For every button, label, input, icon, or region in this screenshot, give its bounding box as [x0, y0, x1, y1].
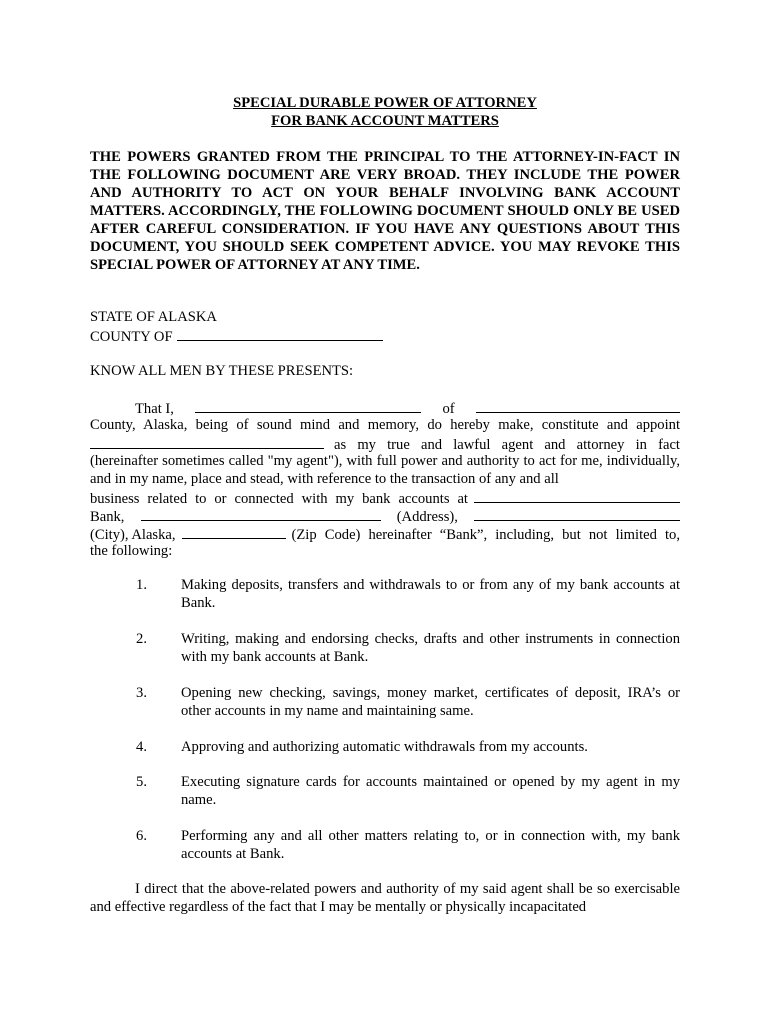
list-item-number: 1. [136, 577, 147, 593]
principal-name-blank[interactable] [195, 398, 421, 413]
list-item-number: 4. [136, 739, 147, 755]
county-label: COUNTY OF [90, 329, 173, 345]
city-blank[interactable] [474, 506, 680, 521]
following-line: the following: [90, 543, 173, 559]
agent-text: as my true and lawful agent and attorney in fact [334, 437, 680, 453]
list-item [90, 827, 680, 863]
county-blank[interactable] [177, 326, 383, 341]
authority-text: (hereinafter sometimes called "my agent"), with full power and authority to act for me, individually, and in my name, place and stead, with reference to the transaction of any and all [90, 453, 680, 487]
list-item-text: Writing, making and endorsing checks, drafts and other instruments in connection with my bank accounts at Bank. [181, 631, 680, 665]
title-line-1: SPECIAL DURABLE POWER OF ATTORNEY [233, 95, 537, 111]
principal-county-blank[interactable] [476, 398, 680, 413]
address-blank[interactable] [141, 506, 381, 521]
list-item [90, 773, 680, 809]
bank-label: Bank, [90, 509, 125, 525]
city-label: (City), Alaska, [90, 527, 176, 543]
list-item-text: Approving and authorizing automatic withdrawals from my accounts. [181, 739, 588, 755]
list-item-number: 5. [136, 774, 147, 790]
know-all-line: KNOW ALL MEN BY THESE PRESENTS: [90, 363, 354, 379]
address-label: (Address), [396, 509, 458, 525]
bank-address-line [90, 506, 680, 526]
list-item-text: Opening new checking, savings, money market, certificates of deposit, IRA’s or other accounts in my name and maintaining same. [181, 685, 680, 719]
county-text-line: County, Alaska, being of sound mind and memory, do hereby make, constitute and appoint [90, 417, 680, 433]
list-item-text: Performing any and all other matters relating to, or in connection with, my bank accounts at Bank. [181, 828, 680, 862]
list-item [90, 738, 680, 756]
that-i-line [135, 398, 680, 418]
list-item-number: 3. [136, 685, 147, 701]
agent-line [90, 434, 680, 454]
business-line [90, 488, 680, 508]
warning-paragraph: THE POWERS GRANTED FROM THE PRINCIPAL TO THE ATTORNEY-IN-FACT IN THE FOLLOWING DOCUMENT ARE VERY BROAD. THEY INCLUDE THE POWER AND AUTHORITY TO ACT ON YOUR BEHALF INVOLVING BANK ACCOUNT MATTERS. ACCORDINGLY, THE FOLLOWING DOCUMENT SHOULD ONLY BE USED AFTER CAREFUL CONSIDERATION. IF YOU HAVE ANY QUESTIONS ABOUT THIS DOCUMENT, YOU SHOULD SEEK COMPETENT ADVICE. YOU MAY REVOKE THIS SPECIAL POWER OF ATTORNEY AT ANY TIME. [90, 149, 680, 273]
list-item [90, 684, 680, 720]
list-item [90, 630, 680, 666]
business-text: business related to or connected with my bank accounts at [90, 491, 468, 507]
zip-blank[interactable] [182, 524, 286, 539]
list-item [90, 576, 680, 612]
city-zip-line [90, 524, 680, 544]
that-i-label: That I, [135, 401, 174, 417]
list-item-text: Executing signature cards for accounts maintained or opened by my agent in my name. [181, 774, 680, 808]
state-line: STATE OF ALASKA [90, 309, 217, 325]
list-item-number: 2. [136, 631, 147, 647]
of-label: of [442, 401, 455, 417]
list-item-text: Making deposits, transfers and withdrawals to or from any of my bank accounts at Bank. [181, 577, 680, 611]
bank-name-blank[interactable] [474, 488, 680, 503]
zip-text: (Zip Code) hereinafter “Bank”, including, but not limited to, [291, 527, 680, 543]
closing-paragraph: I direct that the above-related powers and authority of my said agent shall be so exercisable and effective regardless of the fact that I may be mentally or physically incapacitated [90, 881, 680, 915]
county-line [90, 326, 383, 346]
title-line-2: FOR BANK ACCOUNT MATTERS [271, 113, 499, 129]
list-item-number: 6. [136, 828, 147, 844]
agent-name-blank[interactable] [90, 434, 324, 449]
